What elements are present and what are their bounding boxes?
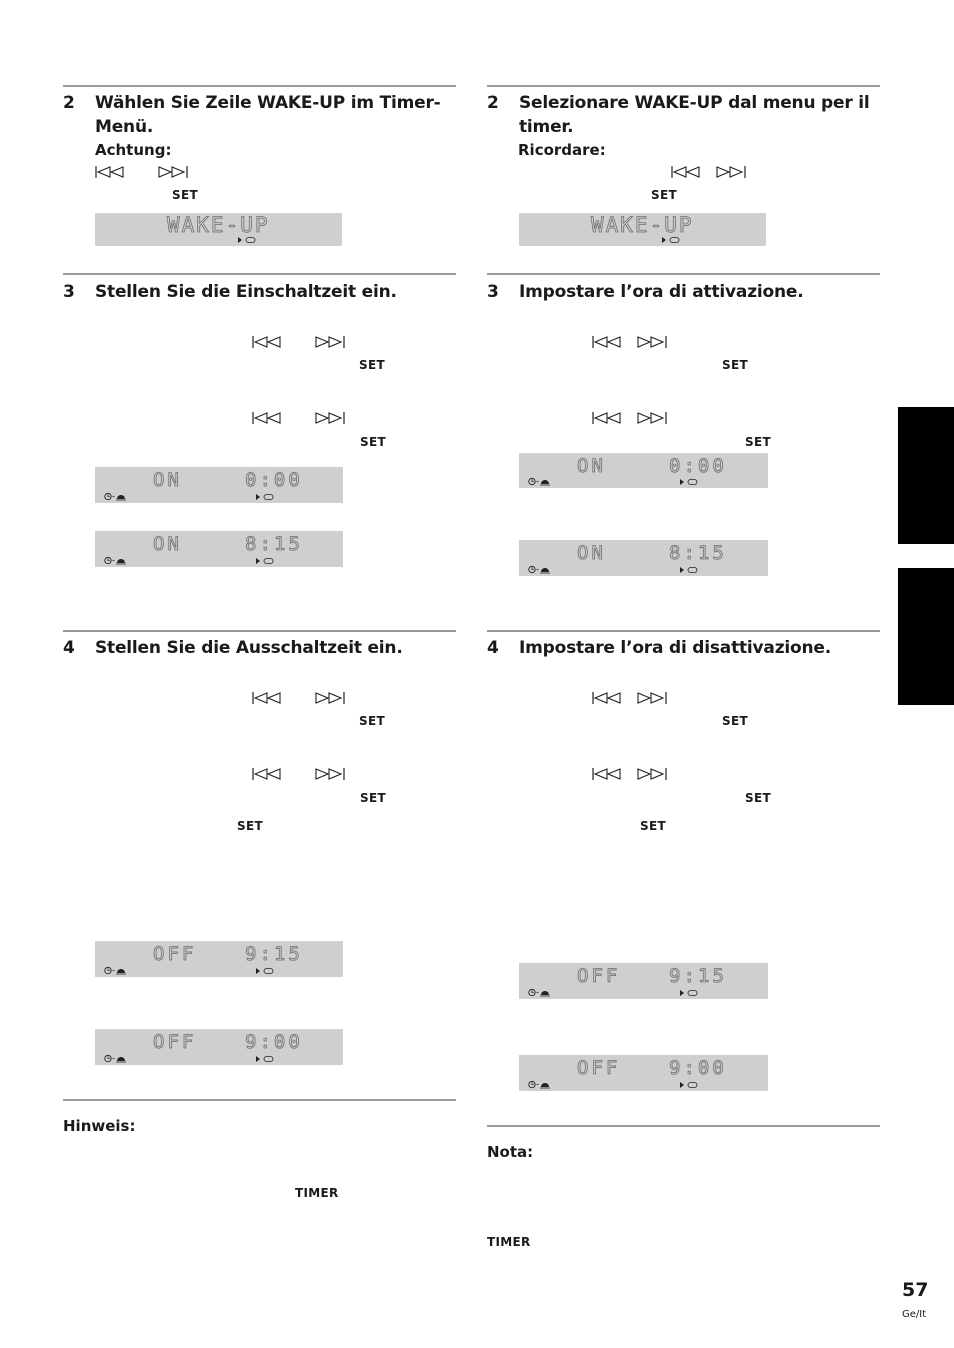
language-code: Ge/It	[902, 1309, 927, 1320]
skip-forward-icon	[157, 165, 189, 179]
step-2-heading-de	[63, 91, 456, 141]
step-number: 2	[487, 93, 499, 113]
clock-sun-icon	[528, 988, 552, 997]
language-tab-german	[898, 407, 954, 544]
step-text-line2: Menü.	[95, 117, 154, 137]
lcd-mode: ON	[577, 455, 606, 477]
section-rule	[63, 1099, 456, 1101]
lcd-time: 9:15	[669, 965, 727, 987]
lcd-mode: OFF	[153, 943, 197, 965]
step-number: 4	[487, 638, 499, 658]
prev-next-buttons	[592, 411, 672, 425]
lcd-time: 8:15	[245, 533, 303, 555]
lcd-wake-up-it	[519, 213, 766, 246]
set-label: SET	[172, 188, 198, 202]
step-text: Stellen Sie die Ausschaltzeit ein.	[95, 638, 403, 658]
lcd-text: WAKE-UP	[167, 213, 270, 237]
ricordare-label: Ricordare:	[518, 141, 606, 159]
skip-forward-icon	[636, 691, 668, 705]
step-number: 3	[487, 282, 499, 302]
step-4-heading-de	[63, 636, 456, 662]
section-rule	[63, 273, 456, 275]
timer-label: TIMER	[487, 1235, 531, 1249]
clock-sun-icon	[104, 1054, 128, 1063]
clock-sun-icon	[104, 556, 128, 565]
skip-forward-icon	[314, 335, 346, 349]
skip-back-icon	[95, 165, 127, 179]
set-label: SET	[651, 188, 677, 202]
language-tab-italian	[898, 568, 954, 705]
achtung-label: Achtung:	[95, 141, 172, 159]
skip-back-icon	[252, 691, 284, 705]
lcd-on-0815-de	[95, 531, 343, 567]
set-label: SET	[237, 819, 263, 833]
lcd-mode: OFF	[577, 965, 621, 987]
lcd-mode: ON	[577, 542, 606, 564]
play-disc-icon	[679, 989, 699, 997]
section-rule	[487, 1125, 880, 1127]
lcd-text: WAKE-UP	[591, 213, 694, 237]
play-disc-icon	[237, 236, 257, 244]
prev-next-buttons	[252, 767, 352, 781]
set-label: SET	[722, 358, 748, 372]
set-label: SET	[360, 791, 386, 805]
hinweis-label: Hinweis:	[63, 1117, 136, 1135]
play-disc-icon	[679, 478, 699, 486]
skip-back-icon	[252, 335, 284, 349]
play-disc-icon	[255, 1055, 275, 1063]
lcd-on-0000-de	[95, 467, 343, 503]
step-number: 2	[63, 93, 75, 113]
step-text: Impostare l’ora di attivazione.	[519, 282, 804, 302]
lcd-mode: OFF	[577, 1057, 621, 1079]
lcd-time: 8:15	[669, 542, 727, 564]
clock-sun-icon	[528, 1080, 552, 1089]
skip-forward-icon	[636, 767, 668, 781]
play-disc-icon	[255, 493, 275, 501]
lcd-time: 0:00	[245, 469, 303, 491]
timer-label: TIMER	[295, 1186, 339, 1200]
prev-next-buttons	[592, 335, 672, 349]
lcd-mode: ON	[153, 533, 182, 555]
skip-back-icon	[252, 411, 284, 425]
play-disc-icon	[679, 1081, 699, 1089]
clock-sun-icon	[104, 966, 128, 975]
prev-next-buttons	[592, 767, 672, 781]
clock-sun-icon	[528, 565, 552, 574]
clock-sun-icon	[104, 492, 128, 501]
step-number: 3	[63, 282, 75, 302]
skip-back-icon	[592, 335, 624, 349]
step-text: Stellen Sie die Einschaltzeit ein.	[95, 282, 397, 302]
step-text: Impostare l’ora di disattivazione.	[519, 638, 831, 658]
lcd-time: 9:15	[245, 943, 303, 965]
prev-next-buttons	[252, 691, 352, 705]
skip-back-icon	[592, 411, 624, 425]
lcd-mode: OFF	[153, 1031, 197, 1053]
set-label: SET	[722, 714, 748, 728]
section-rule	[487, 85, 880, 87]
prev-next-buttons	[252, 411, 352, 425]
prev-next-buttons	[95, 165, 195, 179]
skip-forward-icon	[636, 335, 668, 349]
nota-label: Nota:	[487, 1143, 534, 1161]
set-label: SET	[745, 791, 771, 805]
skip-forward-icon	[314, 411, 346, 425]
set-label: SET	[745, 435, 771, 449]
section-rule	[63, 630, 456, 632]
lcd-off-0915-it	[519, 963, 768, 999]
skip-forward-icon	[715, 165, 747, 179]
section-rule	[487, 273, 880, 275]
step-2-heading-it	[487, 91, 880, 141]
page-number: 57	[902, 1279, 929, 1301]
section-rule	[63, 85, 456, 87]
step-text-line1: Selezionare WAKE-UP dal menu per il	[519, 93, 870, 113]
prev-next-buttons	[252, 335, 352, 349]
skip-back-icon	[252, 767, 284, 781]
prev-next-buttons	[592, 691, 672, 705]
skip-forward-icon	[314, 767, 346, 781]
skip-forward-icon	[636, 411, 668, 425]
lcd-time: 0:00	[669, 455, 727, 477]
lcd-off-0900-de	[95, 1029, 343, 1065]
lcd-mode: ON	[153, 469, 182, 491]
skip-forward-icon	[314, 691, 346, 705]
skip-back-icon	[671, 165, 703, 179]
lcd-time: 9:00	[669, 1057, 727, 1079]
step-4-heading-it	[487, 636, 880, 662]
play-disc-icon	[661, 236, 681, 244]
skip-back-icon	[592, 767, 624, 781]
play-disc-icon	[255, 557, 275, 565]
set-label: SET	[360, 435, 386, 449]
set-label: SET	[359, 714, 385, 728]
lcd-wake-up-de	[95, 213, 342, 246]
set-label: SET	[640, 819, 666, 833]
play-disc-icon	[255, 967, 275, 975]
step-number: 4	[63, 638, 75, 658]
lcd-off-0900-it	[519, 1055, 768, 1091]
prev-next-buttons	[671, 165, 751, 179]
lcd-on-0815-it	[519, 540, 768, 576]
play-disc-icon	[679, 566, 699, 574]
skip-back-icon	[592, 691, 624, 705]
lcd-on-0000-it	[519, 453, 768, 488]
clock-sun-icon	[528, 477, 552, 486]
lcd-time: 9:00	[245, 1031, 303, 1053]
lcd-off-0915-de	[95, 941, 343, 977]
step-3-heading-it	[487, 280, 880, 306]
step-text-line1: Wählen Sie Zeile WAKE-UP im Timer-	[95, 93, 441, 113]
step-text-line2: timer.	[519, 117, 574, 137]
step-3-heading-de	[63, 280, 456, 306]
section-rule	[487, 630, 880, 632]
set-label: SET	[359, 358, 385, 372]
